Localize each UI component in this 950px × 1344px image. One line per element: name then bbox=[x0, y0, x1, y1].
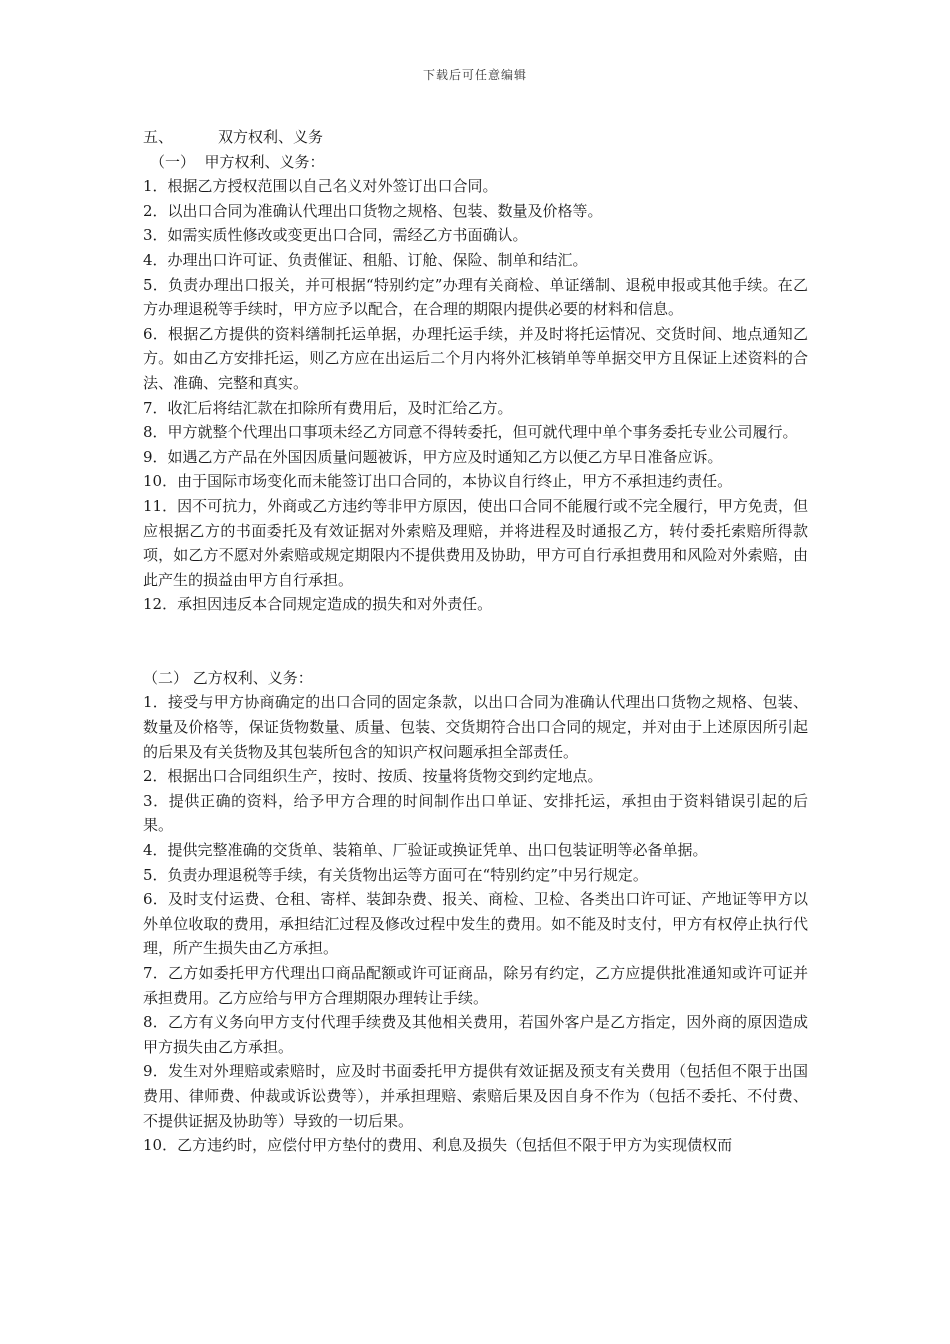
party-a-item-5: 5．负责办理出口报关，并可根据“特别约定”办理有关商检、单证缮制、退税申报或其他手续。在乙方办理退税等手续时，甲方应予以配合，在合理的期限内提供必要的材料和信息。 bbox=[143, 275, 808, 319]
party-b-item-6: 6．及时支付运费、仓租、寄样、装卸杂费、报关、商检、卫检、各类出口许可证、产地证等甲方以外单位收取的费用，承担结汇过程及修改过程中发生的费用。如不能及时支付，甲方有权停止执行代理，所产生损失由乙方承担。 bbox=[143, 890, 808, 958]
party-b-list bbox=[143, 690, 808, 1157]
party-a-heading: （一） 甲方权利、义务： bbox=[150, 152, 325, 171]
party-b-item-5: 5．负责办理退税等手续，有关货物出运等方面可在“特别约定”中另行规定。 bbox=[143, 865, 648, 884]
party-a-item-4: 4．办理出口许可证、负责催证、租船、订舱、保险、制单和结汇。 bbox=[143, 250, 588, 269]
section-title: 双方权利、义务 bbox=[218, 128, 324, 146]
party-a-item-1: 1．根据乙方授权范围以自己名义对外签订出口合同。 bbox=[143, 177, 498, 196]
section-heading bbox=[143, 125, 808, 150]
party-b-item-1: 1．接受与甲方协商确定的出口合同的固定条款，以出口合同为准确认代理出口货物之规格、包装、数量及价格等，保证货物数量、质量、包装、交货期符合出口合同的规定，并对由于上述原因所引起的后果及有关货物及其包装所包含的知识产权问题承担全部责任。 bbox=[143, 693, 808, 761]
section-spacer bbox=[143, 617, 808, 666]
party-a-item-2: 2．以出口合同为准确认代理出口货物之规格、包装、数量及价格等。 bbox=[143, 201, 603, 220]
party-b-item-10: 10．乙方违约时，应偿付甲方垫付的费用、利息及损失（包括但不限于甲方为实现债权而 bbox=[143, 1136, 733, 1155]
party-b-item-8: 8．乙方有义务向甲方支付代理手续费及其他相关费用，若国外客户是乙方指定，因外商的原因造成甲方损失由乙方承担。 bbox=[143, 1013, 808, 1056]
party-b-item-9: 9．发生对外理赔或索赔时，应及时书面委托甲方提供有效证据及预支有关费用（包括但不限于出国费用、律师费、仲裁或诉讼费等），并承担理赔、索赔后果及因自身不作为（包括不委托、不付费、不提供证据及协助等）导致的一切后果。 bbox=[143, 1062, 808, 1130]
party-a-item-6: 6．根据乙方提供的资料缮制托运单据，办理托运手续，并及时将托运情况、交货时间、地点通知乙方。如由乙方安排托运，则乙方应在出运后二个月内将外汇核销单等单据交甲方且保证上述资料的合法、准确、完整和真实。 bbox=[143, 324, 808, 392]
document-body bbox=[143, 125, 808, 1158]
party-a-list bbox=[143, 174, 808, 617]
party-a-item-3: 3．如需实质性修改或变更出口合同，需经乙方书面确认。 bbox=[143, 226, 528, 245]
party-b-item-7: 7．乙方如委托甲方代理出口商品配额或许可证商品，除另有约定，乙方应提供批准通知或许可证并承担费用。乙方应给与甲方合理期限办理转让手续。 bbox=[143, 964, 808, 1007]
section-number: 五、 bbox=[143, 128, 174, 146]
party-a-item-9: 9．如遇乙方产品在外国因质量问题被诉，甲方应及时通知乙方以便乙方早日准备应诉。 bbox=[143, 447, 723, 466]
party-a-item-7: 7．收汇后将结汇款在扣除所有费用后，及时汇给乙方。 bbox=[143, 398, 513, 417]
party-a-item-12: 12．承担因违反本合同规定造成的损失和对外责任。 bbox=[143, 595, 493, 614]
party-b-item-2: 2．根据出口合同组织生产，按时、按质、按量将货物交到约定地点。 bbox=[143, 767, 603, 786]
party-a-item-11: 11．因不可抗力，外商或乙方违约等非甲方原因，使出口合同不能履行或不完全履行，甲方免责，但应根据乙方的书面委托及有效证据对外索赔及理赔，并将进程及时通报乙方，转付委托索赔所得款项，如乙方不愿对外索赔或规定期限内不提供费用及协助，甲方可自行承担费用和风险对外索赔，由此产生的损益由甲方自行承担。 bbox=[143, 496, 808, 589]
party-b-heading: （二） 乙方权利、义务： bbox=[143, 668, 313, 687]
party-b-item-4: 4．提供完整准确的交货单、装箱单、厂验证或换证凭单、出口包装证明等必备单据。 bbox=[143, 841, 708, 860]
party-a-item-8: 8．甲方就整个代理出口事项未经乙方同意不得转委托，但可就代理中单个事务委托专业公司履行。 bbox=[143, 423, 798, 442]
party-a-item-10: 10．由于国际市场变化而未能签订出口合同的，本协议自行终止，甲方不承担违约责任。 bbox=[143, 472, 733, 491]
party-b-item-3: 3．提供正确的资料，给予甲方合理的时间制作出口单证、安排托运，承担由于资料错误引起的后果。 bbox=[143, 791, 808, 835]
page-header: 下载后可任意编辑 bbox=[422, 68, 527, 82]
